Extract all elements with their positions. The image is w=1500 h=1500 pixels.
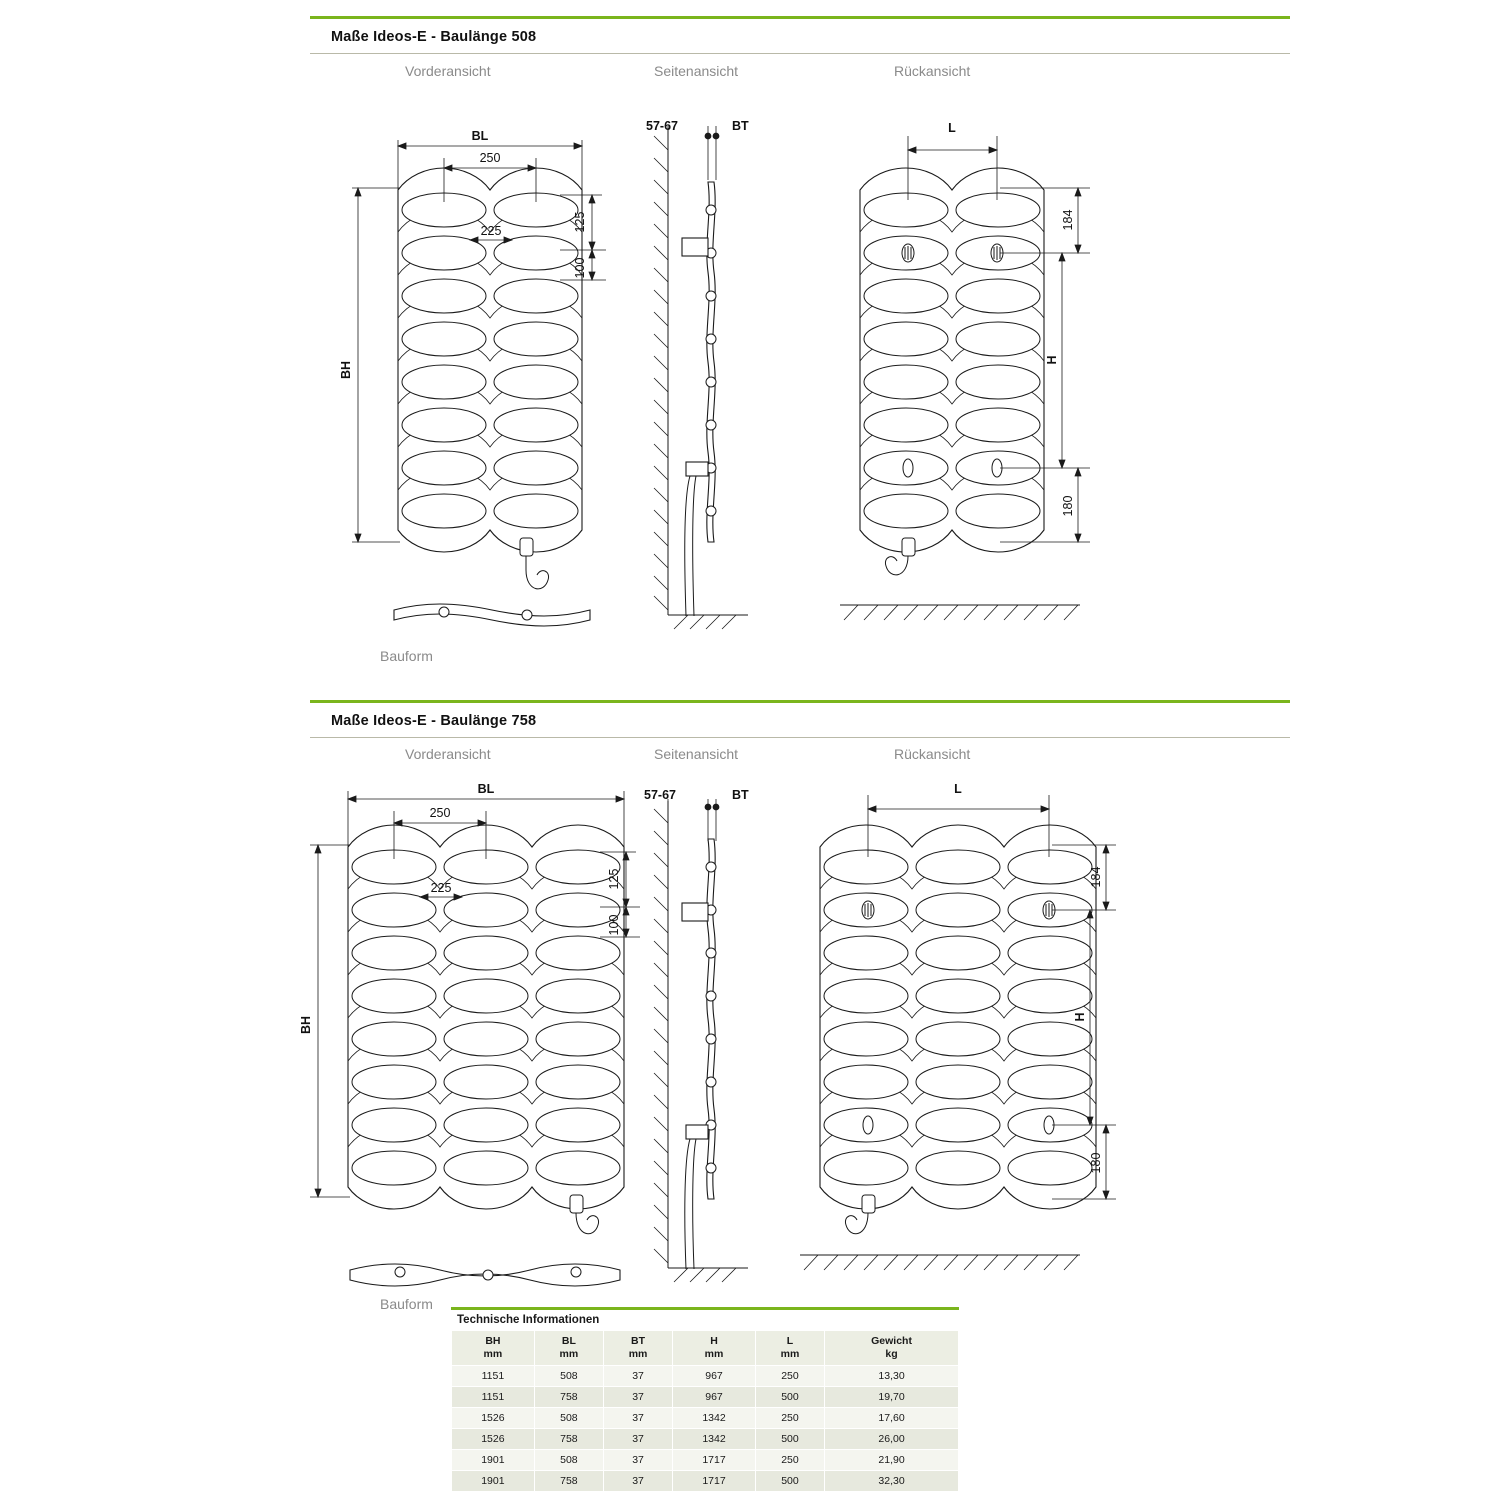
cell-l: 250 bbox=[755, 1366, 824, 1387]
cell-bh: 1151 bbox=[452, 1366, 535, 1387]
cell-bl: 758 bbox=[534, 1429, 603, 1450]
dim-180-2: 180 bbox=[1089, 1152, 1103, 1174]
label-rear-view-2: Rückansicht bbox=[894, 746, 971, 762]
dim-184-2: 184 bbox=[1089, 866, 1103, 888]
cell-h: 967 bbox=[673, 1366, 756, 1387]
bauform-profile-2 bbox=[348, 1258, 623, 1290]
cell-bh: 1901 bbox=[452, 1450, 535, 1471]
cell-bt: 37 bbox=[603, 1366, 672, 1387]
col-h bbox=[673, 1331, 756, 1366]
dim-184-1: 184 bbox=[1061, 209, 1075, 231]
cell-bh: 1526 bbox=[452, 1429, 535, 1450]
cell-weight: 17,60 bbox=[825, 1408, 959, 1429]
col-bt bbox=[603, 1331, 672, 1366]
cell-bh: 1526 bbox=[452, 1408, 535, 1429]
spec-table bbox=[451, 1330, 959, 1492]
cell-weight: 32,30 bbox=[825, 1471, 959, 1492]
dim-57-67-2: 57-67 bbox=[644, 788, 676, 802]
col-weight-unit: kg bbox=[885, 1348, 898, 1361]
dim-bh-2: BH bbox=[299, 1015, 313, 1035]
dim-bt-1: BT bbox=[732, 119, 749, 133]
cell-bl: 508 bbox=[534, 1450, 603, 1471]
section-2-title: Maße Ideos-E - Baulänge 758 bbox=[331, 713, 537, 729]
cell-bl: 508 bbox=[534, 1408, 603, 1429]
label-side-view-1: Seitenansicht bbox=[654, 63, 739, 79]
col-bt-unit: mm bbox=[628, 1348, 648, 1361]
section-1-title: Maße Ideos-E - Baulänge 508 bbox=[331, 29, 537, 45]
cell-h: 1717 bbox=[673, 1450, 756, 1471]
dim-250-2: 250 bbox=[429, 806, 451, 820]
dim-bh-1: BH bbox=[339, 360, 353, 380]
section-1-accent-rule bbox=[310, 16, 1290, 19]
table-row bbox=[452, 1408, 959, 1429]
bauform-label-1: Bauform bbox=[380, 648, 433, 664]
dim-125-2: 125 bbox=[607, 868, 621, 890]
col-h-name: H bbox=[710, 1335, 718, 1347]
cell-weight: 26,00 bbox=[825, 1429, 959, 1450]
cell-l: 500 bbox=[755, 1429, 824, 1450]
cell-weight: 21,90 bbox=[825, 1450, 959, 1471]
cell-bl: 758 bbox=[534, 1471, 603, 1492]
side-view-dimensions-2 bbox=[640, 785, 770, 1285]
dim-100-1: 100 bbox=[573, 257, 587, 279]
dim-bl-1: BL bbox=[471, 129, 489, 143]
label-rear-view-1: Rückansicht bbox=[894, 63, 971, 79]
col-bl bbox=[534, 1331, 603, 1366]
dim-h-1: H bbox=[1045, 355, 1059, 365]
section-1-underline bbox=[310, 53, 1290, 54]
cell-h: 1717 bbox=[673, 1471, 756, 1492]
dim-180-1: 180 bbox=[1061, 495, 1075, 517]
cell-bt: 37 bbox=[603, 1450, 672, 1471]
cell-h: 967 bbox=[673, 1387, 756, 1408]
col-weight bbox=[825, 1331, 959, 1366]
table-title: Technische Informationen bbox=[457, 1314, 600, 1326]
col-bh-unit: mm bbox=[483, 1348, 503, 1361]
dim-bt-2: BT bbox=[732, 788, 749, 802]
col-l bbox=[755, 1331, 824, 1366]
table-header-row bbox=[452, 1331, 959, 1366]
bauform-label-2: Bauform bbox=[380, 1296, 433, 1312]
dim-225-2: 225 bbox=[430, 881, 452, 895]
dim-250-1: 250 bbox=[479, 151, 501, 165]
dim-bl-2: BL bbox=[477, 782, 495, 796]
col-bl-name: BL bbox=[561, 1335, 576, 1347]
col-bl-unit: mm bbox=[559, 1348, 579, 1361]
cell-bl: 508 bbox=[534, 1366, 603, 1387]
dim-h-2: H bbox=[1073, 1012, 1087, 1022]
cell-bt: 37 bbox=[603, 1387, 672, 1408]
cell-h: 1342 bbox=[673, 1429, 756, 1450]
label-side-view-2: Seitenansicht bbox=[654, 746, 739, 762]
col-bh bbox=[452, 1331, 535, 1366]
table-row bbox=[452, 1366, 959, 1387]
cell-l: 250 bbox=[755, 1408, 824, 1429]
table-row bbox=[452, 1387, 959, 1408]
cell-bt: 37 bbox=[603, 1429, 672, 1450]
col-bh-name: BH bbox=[485, 1335, 501, 1347]
cell-weight: 13,30 bbox=[825, 1366, 959, 1387]
cell-l: 500 bbox=[755, 1471, 824, 1492]
cell-bh: 1151 bbox=[452, 1387, 535, 1408]
label-front-view-2: Vorderansicht bbox=[405, 746, 491, 762]
col-h-unit: mm bbox=[704, 1348, 724, 1361]
cell-bt: 37 bbox=[603, 1471, 672, 1492]
bauform-profile-1 bbox=[392, 598, 592, 628]
cell-bh: 1901 bbox=[452, 1471, 535, 1492]
front-view-dimensions-2 bbox=[299, 782, 640, 1255]
label-front-view-1: Vorderansicht bbox=[405, 63, 491, 79]
dim-125-1: 125 bbox=[573, 211, 587, 233]
cell-bl: 758 bbox=[534, 1387, 603, 1408]
dim-l-1: L bbox=[948, 121, 956, 135]
cell-bt: 37 bbox=[603, 1408, 672, 1429]
side-view-dimensions-1 bbox=[640, 110, 770, 635]
rear-view-dimensions-2 bbox=[800, 782, 1120, 1285]
col-weight-name: Gewicht bbox=[871, 1335, 912, 1347]
col-l-name: L bbox=[786, 1335, 794, 1347]
dim-57-67-1: 57-67 bbox=[646, 119, 678, 133]
section-2-underline bbox=[310, 737, 1290, 738]
technical-information-table bbox=[451, 1307, 959, 1492]
dim-225-1: 225 bbox=[480, 224, 502, 238]
dim-100-2: 100 bbox=[607, 914, 621, 936]
cell-l: 500 bbox=[755, 1387, 824, 1408]
table-row bbox=[452, 1450, 959, 1471]
section-2-accent-rule bbox=[310, 700, 1290, 703]
front-view-dimensions-1 bbox=[330, 110, 630, 650]
dim-l-2: L bbox=[954, 782, 962, 796]
col-bt-name: BT bbox=[631, 1335, 646, 1347]
cell-l: 250 bbox=[755, 1450, 824, 1471]
cell-h: 1342 bbox=[673, 1408, 756, 1429]
table-row bbox=[452, 1471, 959, 1492]
cell-weight: 19,70 bbox=[825, 1387, 959, 1408]
col-l-unit: mm bbox=[780, 1348, 800, 1361]
table-row bbox=[452, 1429, 959, 1450]
rear-view-dimensions-1 bbox=[840, 110, 1140, 640]
